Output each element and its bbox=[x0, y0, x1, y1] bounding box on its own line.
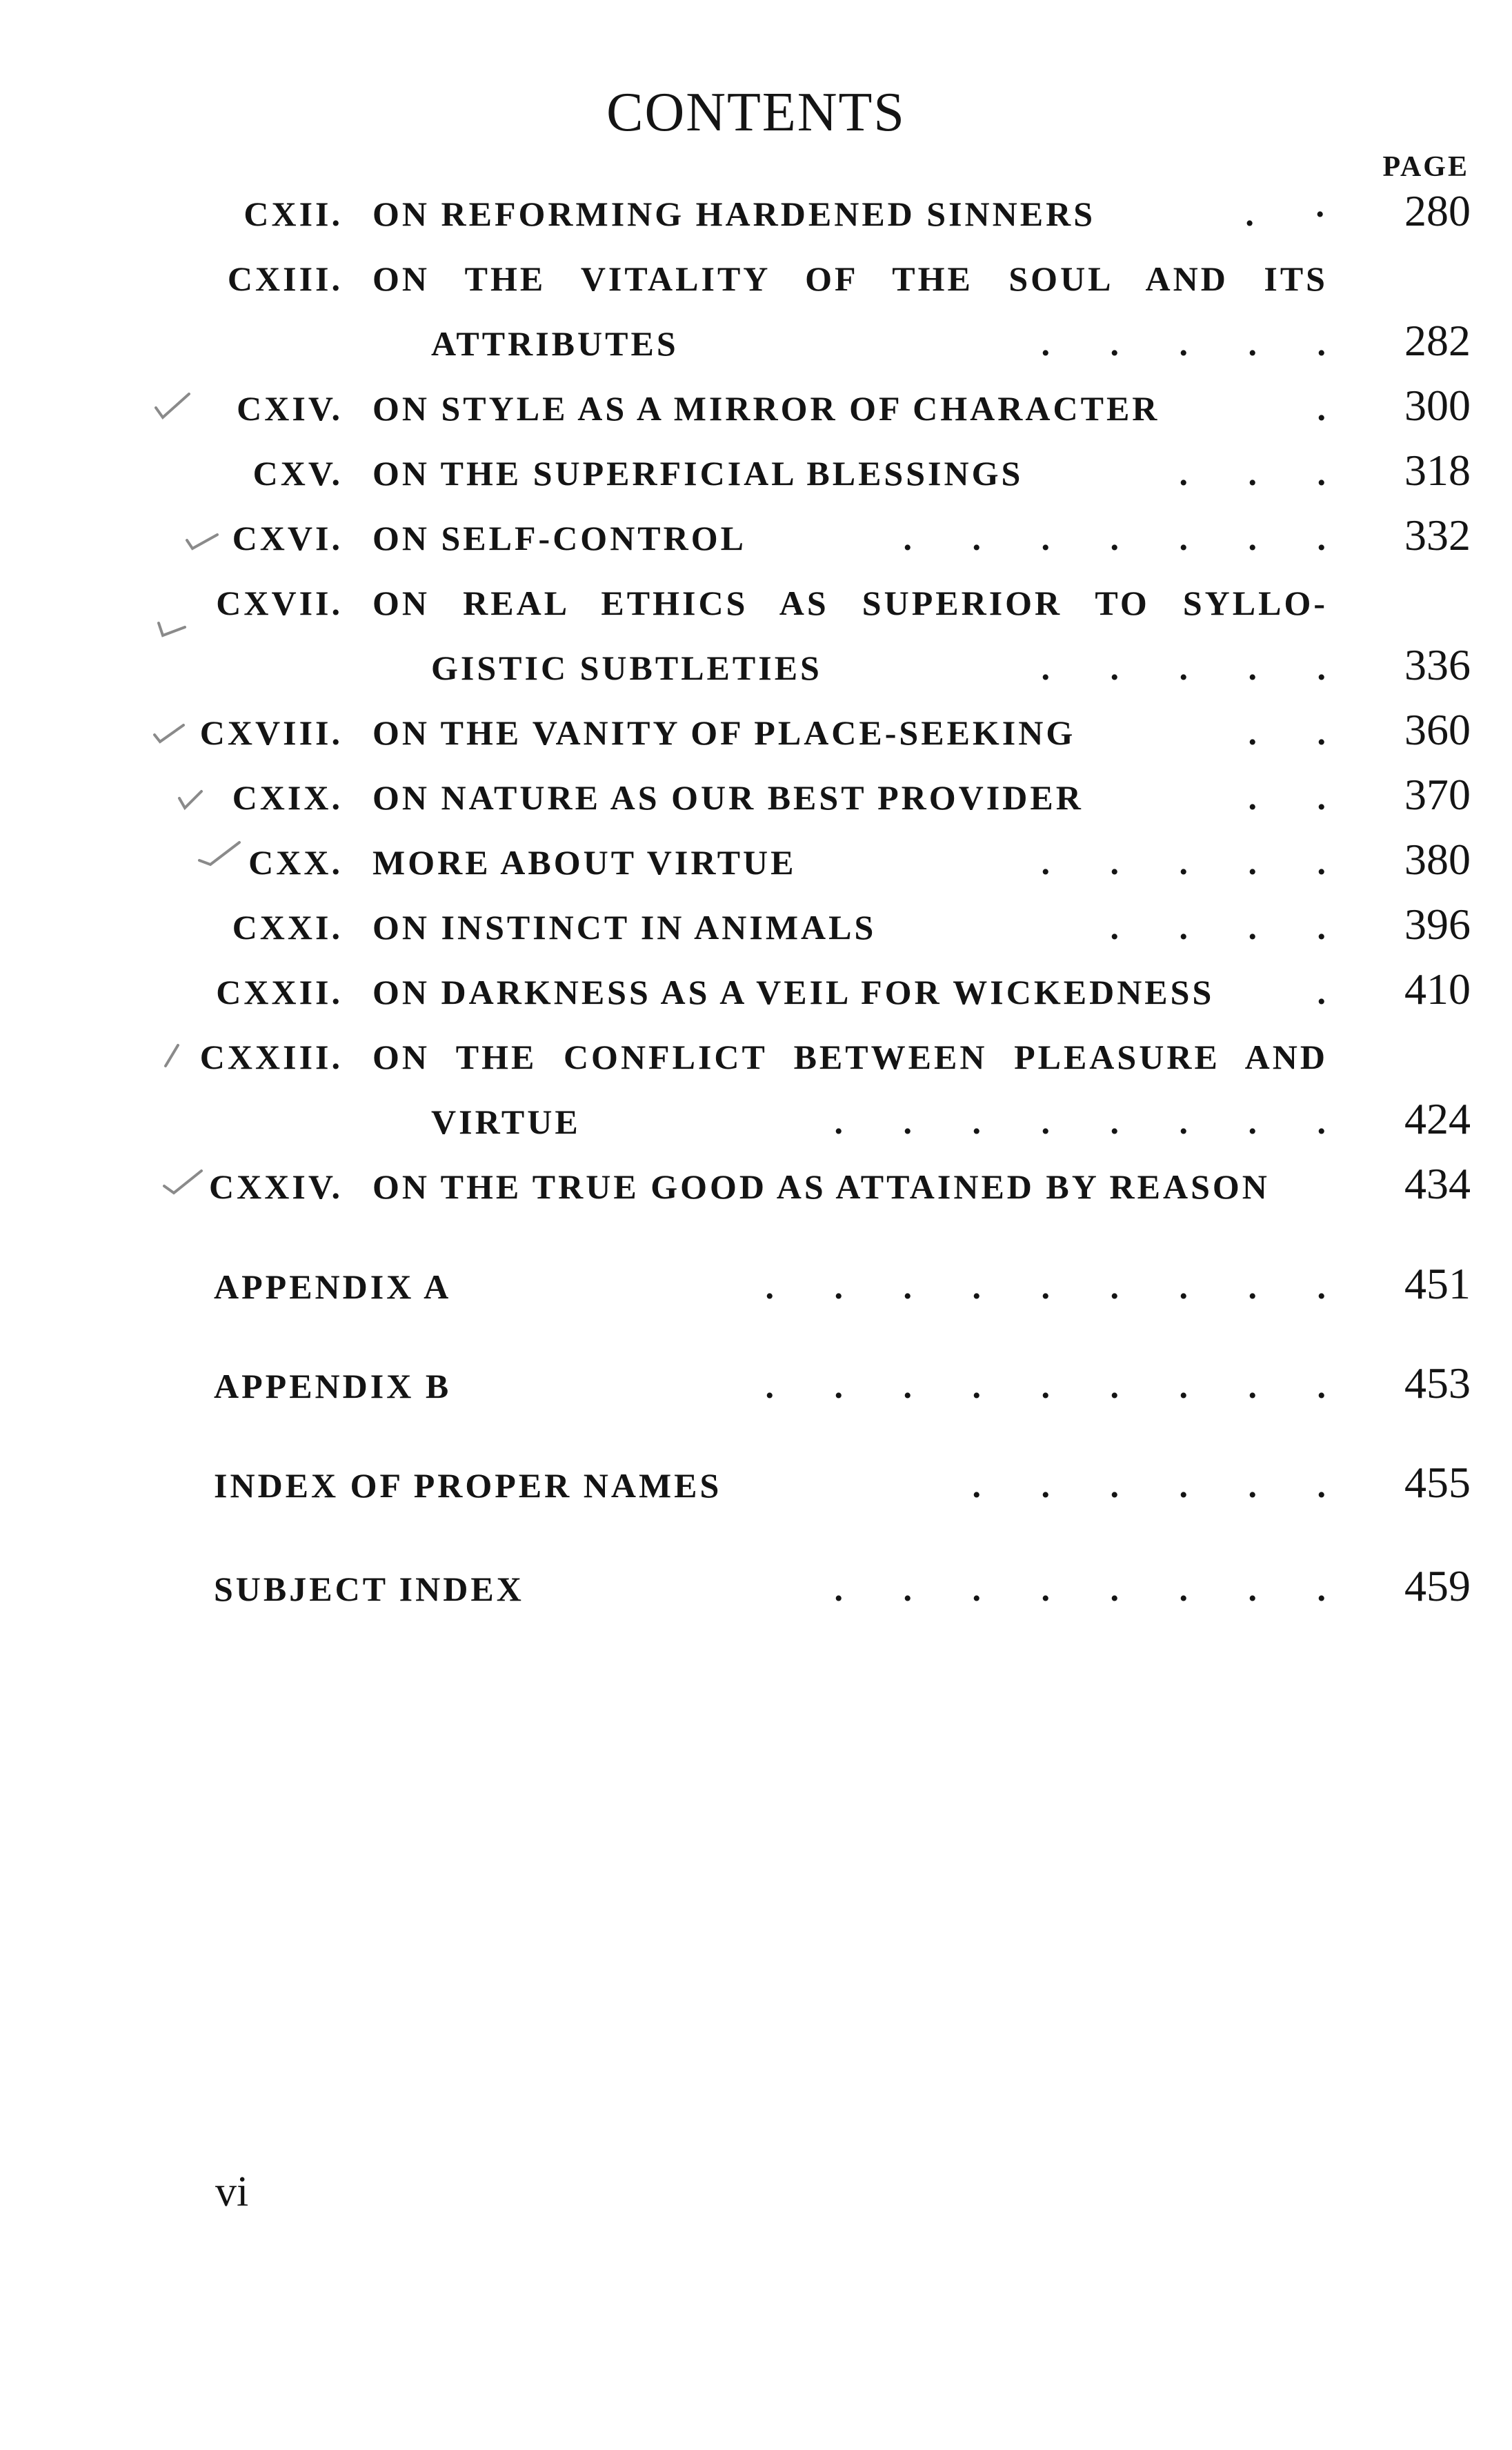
pencil-check-mark bbox=[153, 608, 195, 642]
toc-entry-cxii bbox=[0, 184, 1512, 239]
chapter-number: CXII. bbox=[243, 195, 343, 233]
toc-entry-cxvi bbox=[0, 508, 1512, 564]
dot-leader: . bbox=[1317, 389, 1326, 428]
chapter-number: CXXIV. bbox=[209, 1167, 343, 1206]
toc-entry-cxxii bbox=[0, 962, 1512, 1018]
index-label: SUBJECT INDEX bbox=[214, 1570, 524, 1608]
dot-leader: . . . . . . . . bbox=[834, 1570, 1326, 1608]
chapter-title: ON THE VITALITY OF THE SOUL AND ITS bbox=[372, 259, 1328, 298]
chapter-title: ON THE SUPERFICIAL BLESSINGS bbox=[372, 454, 1024, 493]
page-number: 459 bbox=[1404, 1561, 1471, 1610]
contents-title: CONTENTS bbox=[606, 82, 906, 143]
toc-entry-cxxi bbox=[0, 898, 1512, 953]
dot-leader: . . . . . bbox=[1041, 843, 1326, 882]
chapter-number: CXXI. bbox=[232, 908, 343, 947]
page-number: 300 bbox=[1404, 381, 1471, 430]
chapter-title: ON DARKNESS AS A VEIL FOR WICKEDNESS bbox=[372, 973, 1215, 1011]
appendix-label: APPENDIX B bbox=[214, 1367, 452, 1405]
page-number: 380 bbox=[1404, 835, 1471, 884]
toc-entry-cxv bbox=[0, 444, 1512, 499]
page-number: 453 bbox=[1404, 1359, 1471, 1407]
chapter-number: CXIV. bbox=[237, 389, 343, 428]
chapter-number: CXVII. bbox=[216, 584, 343, 622]
page-number: 424 bbox=[1404, 1094, 1471, 1143]
chapter-number: CXVIII. bbox=[199, 713, 343, 752]
pencil-check-mark bbox=[183, 520, 224, 554]
chapter-number: CXV. bbox=[252, 454, 343, 493]
dot-leader: . . bbox=[1248, 778, 1326, 817]
toc-entry-index-proper-names bbox=[0, 1456, 1512, 1511]
index-label: INDEX OF PROPER NAMES bbox=[214, 1466, 722, 1505]
dot-leader: . . . . . bbox=[1041, 649, 1326, 687]
chapter-title-continued: VIRTUE bbox=[431, 1103, 581, 1141]
page-number: 451 bbox=[1404, 1259, 1471, 1308]
chapter-title: ON THE CONFLICT BETWEEN PLEASURE AND bbox=[372, 1038, 1328, 1076]
chapter-title: ON INSTINCT IN ANIMALS bbox=[372, 908, 877, 947]
chapter-number: CXX. bbox=[248, 843, 343, 882]
toc-entry-cxiii bbox=[0, 249, 1512, 304]
dot-leader: . . . . . . . . . bbox=[765, 1367, 1326, 1405]
pencil-check-mark bbox=[150, 714, 192, 749]
chapter-title: ON REFORMING HARDENED SINNERS bbox=[372, 195, 1096, 233]
page-number: 455 bbox=[1404, 1458, 1471, 1507]
toc-entry-cxxiv bbox=[0, 1157, 1512, 1212]
appendix-label: APPENDIX A bbox=[214, 1267, 452, 1306]
toc-entry-cxviii bbox=[0, 703, 1512, 758]
dot-leader: . . . . . . . . . bbox=[765, 1267, 1326, 1306]
dot-leader: . · bbox=[1245, 195, 1326, 233]
pencil-check-mark bbox=[172, 779, 214, 813]
pencil-check-mark bbox=[197, 837, 245, 871]
toc-entry-cxvii bbox=[0, 573, 1512, 629]
pencil-check-mark bbox=[160, 1168, 208, 1203]
page-number: 280 bbox=[1404, 186, 1471, 235]
chapter-number: CXVI. bbox=[232, 519, 343, 557]
chapter-title-continued: ATTRIBUTES bbox=[431, 324, 679, 363]
pencil-check-mark bbox=[153, 390, 195, 424]
dot-leader: . . . . . bbox=[1041, 324, 1326, 363]
dot-leader: . . . . . . bbox=[972, 1466, 1326, 1505]
toc-entry-cxiv bbox=[0, 379, 1512, 434]
page-number: 282 bbox=[1404, 316, 1471, 365]
toc-entry-subject-index bbox=[0, 1559, 1512, 1614]
chapter-title-continued: GISTIC SUBTLETIES bbox=[431, 649, 822, 687]
dot-leader: . . bbox=[1248, 713, 1326, 752]
dot-leader: . . . . bbox=[1110, 908, 1326, 947]
page-number: 434 bbox=[1404, 1159, 1471, 1208]
toc-entry-cxxiii bbox=[0, 1027, 1512, 1083]
pencil-check-mark bbox=[153, 1038, 195, 1073]
page-number: 410 bbox=[1404, 965, 1471, 1014]
chapter-number: CXIX. bbox=[232, 778, 343, 817]
chapter-title: ON THE VANITY OF PLACE-SEEKING bbox=[372, 713, 1076, 752]
dot-leader: . . . . . . . . bbox=[834, 1103, 1326, 1141]
dot-leader: . . . . . . . bbox=[903, 519, 1326, 557]
chapter-number: CXIII. bbox=[227, 259, 343, 298]
toc-entry-cxiii-continued bbox=[0, 314, 1512, 369]
dot-leader: . . . bbox=[1179, 454, 1326, 493]
chapter-title: ON NATURE AS OUR BEST PROVIDER bbox=[372, 778, 1084, 817]
toc-entry-cxx bbox=[0, 833, 1512, 888]
chapter-title: ON SELF-CONTROL bbox=[372, 519, 747, 557]
toc-entry-appendix-a bbox=[0, 1257, 1512, 1312]
chapter-title: ON THE TRUE GOOD AS ATTAINED BY REASON bbox=[372, 1167, 1270, 1206]
chapter-title: MORE ABOUT VIRTUE bbox=[372, 843, 797, 882]
chapter-title: ON REAL ETHICS AS SUPERIOR TO SYLLO- bbox=[372, 584, 1328, 622]
page-number: 370 bbox=[1404, 770, 1471, 819]
page-number: 336 bbox=[1404, 640, 1471, 689]
chapter-number: CXXII. bbox=[216, 973, 343, 1011]
toc-entry-cxvii-continued bbox=[0, 638, 1512, 693]
toc-entry-cxix bbox=[0, 768, 1512, 823]
chapter-number: CXXIII. bbox=[199, 1038, 343, 1076]
toc-entry-cxxiii-continued bbox=[0, 1092, 1512, 1147]
page-number: 396 bbox=[1404, 900, 1471, 949]
toc-entry-appendix-b bbox=[0, 1356, 1512, 1412]
page-number: 318 bbox=[1404, 446, 1471, 495]
dot-leader: . bbox=[1317, 973, 1326, 1011]
folio-page-number: vi bbox=[215, 2169, 249, 2215]
page-column-header: PAGE bbox=[1382, 151, 1469, 183]
page-number: 332 bbox=[1404, 511, 1471, 560]
page-number: 360 bbox=[1404, 705, 1471, 754]
chapter-title: ON STYLE AS A MIRROR OF CHARACTER bbox=[372, 389, 1160, 428]
